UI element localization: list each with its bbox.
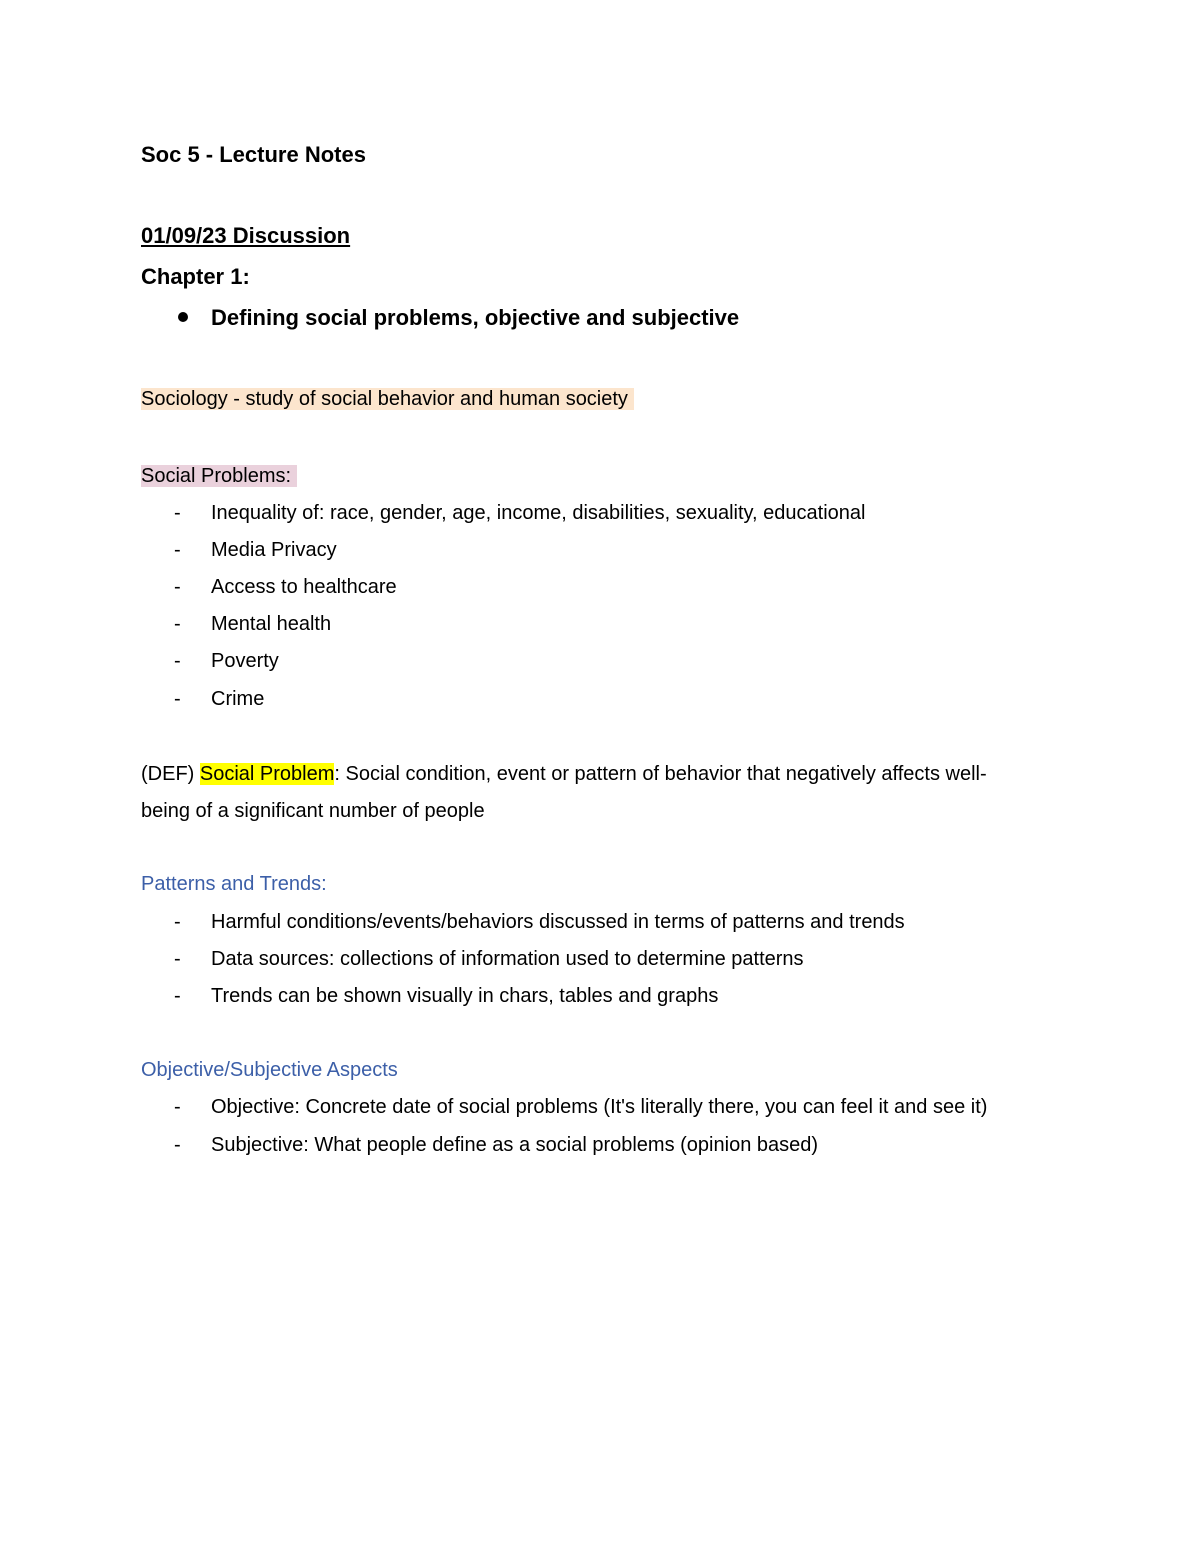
- dash-icon: -: [174, 539, 181, 561]
- dash-icon: -: [174, 985, 181, 1007]
- patterns-trends-heading: Patterns and Trends:: [141, 873, 327, 895]
- chapter-topic: Defining social problems, objective and subjective: [211, 305, 740, 330]
- definition-line-1: [141, 761, 987, 787]
- list-item: [174, 1132, 818, 1158]
- dash-icon: -: [174, 502, 181, 524]
- list-item-text: Poverty: [211, 650, 279, 672]
- sociology-definition: Sociology - study of social behavior and human society: [141, 388, 634, 410]
- list-item: [174, 500, 865, 526]
- definition-text: : Social condition, event or pattern of behavior that negatively affects well-: [334, 763, 987, 785]
- dash-icon: -: [174, 576, 181, 598]
- dash-icon: -: [174, 688, 181, 710]
- list-item-text: Objective: Concrete date of social problems (It's literally there, you can feel it and see it): [211, 1096, 988, 1118]
- dash-icon: -: [174, 613, 181, 635]
- list-item-text: Mental health: [211, 613, 332, 635]
- social-problems-heading-line: [141, 463, 297, 489]
- list-item-text: Inequality of: race, gender, age, income, disabilities, sexuality, educational: [211, 502, 866, 524]
- dash-icon: -: [174, 911, 181, 933]
- objective-subjective-heading: Objective/Subjective Aspects: [141, 1059, 398, 1081]
- list-item: [174, 983, 718, 1009]
- list-item-text: Access to healthcare: [211, 576, 397, 598]
- dash-icon: -: [174, 650, 181, 672]
- bullet-icon: [178, 312, 188, 322]
- dash-icon: -: [174, 948, 181, 970]
- sociology-definition-line: [141, 386, 634, 412]
- list-item-text: Crime: [211, 688, 265, 710]
- list-item: [174, 648, 279, 674]
- chapter-topic-bullet: [178, 305, 739, 331]
- list-item: [174, 611, 331, 637]
- definition-term: Social Problem: [199, 763, 335, 785]
- discussion-heading: 01/09/23 Discussion: [141, 223, 351, 248]
- dash-icon: -: [174, 1096, 181, 1118]
- list-item: [174, 946, 804, 972]
- list-item: [174, 686, 264, 712]
- dash-icon: -: [174, 1134, 181, 1156]
- definition-prefix: (DEF): [141, 763, 200, 785]
- list-item-text: Trends can be shown visually in chars, tables and graphs: [211, 985, 719, 1007]
- list-item-text: Data sources: collections of information used to determine patterns: [211, 948, 804, 970]
- list-item-text: Harmful conditions/events/behaviors discussed in terms of patterns and trends: [211, 911, 905, 933]
- social-problems-heading: Social Problems:: [141, 465, 297, 487]
- chapter-heading: Chapter 1:: [141, 264, 250, 289]
- definition-line-2: being of a significant number of people: [141, 800, 485, 822]
- list-item: [174, 574, 397, 600]
- document-title: Soc 5 - Lecture Notes: [141, 142, 366, 167]
- list-item: [174, 909, 905, 935]
- list-item-text: Subjective: What people define as a social problems (opinion based): [211, 1134, 819, 1156]
- list-item: [174, 537, 337, 563]
- list-item-text: Media Privacy: [211, 539, 337, 561]
- list-item: [174, 1094, 987, 1120]
